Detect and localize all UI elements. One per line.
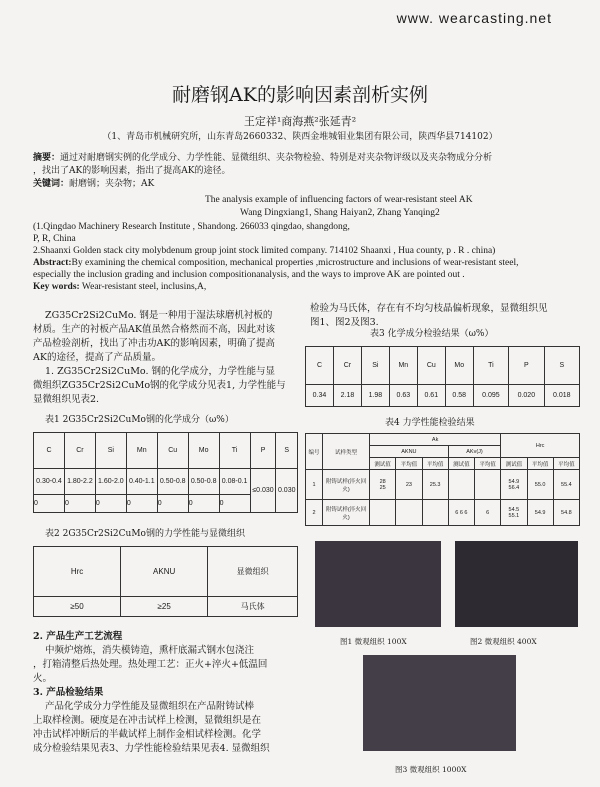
- table4-cell: [448, 470, 474, 500]
- fig3-caption: 图3 微观组织 1000X: [395, 765, 467, 774]
- paper-title: 耐磨钢AK的影响因素剖析实例: [172, 84, 428, 106]
- keywords-en-label: Key words:: [33, 282, 80, 292]
- table3-cell: 0.020: [509, 385, 544, 407]
- table4-cell: 54.8: [553, 500, 579, 526]
- table3-header: S: [544, 347, 579, 385]
- table1-cell: 0: [126, 495, 157, 513]
- table2-row: [34, 597, 298, 617]
- table1-header: Ti: [219, 433, 250, 469]
- table1-cell: 0.030: [276, 469, 298, 513]
- table2-header: AKNU: [121, 547, 208, 597]
- table3-cell: 0.095: [473, 385, 508, 407]
- table3-cell: 0.61: [417, 385, 445, 407]
- table1-cell: 0: [188, 495, 219, 513]
- table4-cell: 6: [475, 500, 501, 526]
- table4-cell: 23: [396, 470, 422, 500]
- affiliation-en-3: 2.Shaanxi Golden stack city molybdenum group joint stock limited company. 714102 Shaanxi , Hua county, p . R . china): [33, 246, 496, 256]
- table3-header: Si: [361, 347, 389, 385]
- table4-cell: 25.3: [422, 470, 448, 500]
- fig2-caption: 图2 微观组织 400X: [470, 637, 537, 646]
- table3-header: P: [509, 347, 544, 385]
- table2-header: 显微组织: [208, 547, 298, 597]
- table1-cell: 0: [34, 495, 65, 513]
- abstract-cn-text-2: ，找出了AK的影响因素，指出了提高AK的途径。: [33, 166, 231, 176]
- table2-cell: 马氏体: [208, 597, 298, 617]
- table2-caption: 表2 2G35Cr2Si2CuMo钢的力学性能与显微组织: [45, 529, 245, 539]
- table3-header: Mo: [445, 347, 473, 385]
- section3-line-4: 成分检验结果见表3、力学性能检验结果见表4. 显微组织: [33, 743, 270, 754]
- table4-subheader: 测试值: [448, 458, 474, 470]
- table3-cell: 0.018: [544, 385, 579, 407]
- table2-cell: ≥25: [121, 597, 208, 617]
- table4-subheader: 平均值: [553, 458, 579, 470]
- table4-subheader: 平均值: [527, 458, 553, 470]
- abstract-en-text-2: especially the inclusion grading and inclusion compositionanalysis, and the ways to improve AK are pointed out .: [33, 270, 465, 280]
- affiliation-en: [33, 221, 578, 293]
- section2-line-2: ，打箱清整后热处理。热处理工艺：正火+淬火+低温回: [33, 659, 268, 670]
- table4-cell: 55.0: [527, 470, 553, 500]
- micrograph-400x: [455, 541, 578, 627]
- table1-row: [34, 469, 298, 495]
- table3-cell: 0.58: [445, 385, 473, 407]
- table4-subheader: 平均值: [475, 458, 501, 470]
- table2-cell: ≥50: [34, 597, 121, 617]
- table1-cell: 0: [219, 495, 250, 513]
- affiliation-en-1: (1.Qingdao Machinery Research Institute , Shandong. 266033 qingdao, shangdong,: [33, 222, 350, 232]
- table3-cell: 1.98: [361, 385, 389, 407]
- intro-line-3: 产品检验剖析，找出了冲击功AK的影响因素，明确了提高: [33, 338, 275, 349]
- table4-subheader: 测试值: [370, 458, 396, 470]
- table4-cell: 28 25: [370, 470, 396, 500]
- table1-header: Si: [95, 433, 126, 469]
- table4-subheader: 平均值: [396, 458, 422, 470]
- table4-cell: 6 6 6: [448, 500, 474, 526]
- table4-cell: [370, 500, 396, 526]
- micrograph-1000x: [363, 655, 516, 751]
- section1-line-1: 1. ZG35Cr2Si2CuMo. 钢的化学成分，力学性能与显: [45, 366, 276, 377]
- table4-header: Hrc: [501, 434, 580, 458]
- table1-caption: 表1 2G35Cr2Si2CuMo钢的化学成分（ω%）: [45, 415, 234, 425]
- table1-cell: 0.30-0.4: [34, 469, 65, 495]
- section3-title: 3. 产品检验结果: [33, 687, 104, 698]
- table4-caption: 表4 力学性能检验结果: [385, 418, 475, 428]
- table4-header: Ak: [370, 434, 501, 446]
- table3-header-row: [306, 347, 580, 385]
- abstract-en-text-1: By examining the chemical composition, mechanical properties ,microstructure and inclusions of wear-resistant steel,: [71, 258, 519, 268]
- table3-header: Cu: [417, 347, 445, 385]
- keywords-cn-label: 关键词：: [33, 179, 70, 189]
- table1-cell: 1.80-2.2: [64, 469, 95, 495]
- authors-cn: 王定祥¹商海燕²张延青²: [243, 115, 357, 128]
- section3-line-2: 上取样检测。硬度是在冲击试样上检测，显微组织是在: [33, 715, 262, 726]
- table4-header: 编号: [306, 434, 323, 470]
- table1-header: P: [250, 433, 276, 469]
- table1: [33, 432, 298, 513]
- section1-line-2: 微组织ZG35Cr2Si2CuMo钢的化学成分见表1, 力学性能与: [33, 380, 286, 391]
- table3-row: [306, 385, 580, 407]
- table4-cell: 2: [306, 500, 323, 526]
- table4-row: [306, 470, 580, 500]
- table1-cell: 0.08-0.1: [219, 469, 250, 495]
- keywords-en-text: Wear-resistant steel, inclusins,A,: [79, 282, 207, 292]
- table1-cell: 0.40-1.1: [126, 469, 157, 495]
- intro-line-1: ZG35Cr2Si2CuMo. 钢是一种用于湿法球磨机衬板的: [45, 310, 273, 321]
- abstract-cn-text-1: 通过对耐磨钢实例的化学成分、力学性能、显微组织、夹杂物检验、特别是对夹杂物评级以及夹杂物成分分析: [60, 153, 493, 163]
- table1-cell: 0: [95, 495, 126, 513]
- table1-header: Mo: [188, 433, 219, 469]
- table4-cell: 1: [306, 470, 323, 500]
- table3-header: C: [306, 347, 334, 385]
- table1-cell: 1.60-2.0: [95, 469, 126, 495]
- table1-cell: 0.50-0.8: [188, 469, 219, 495]
- table1-header: Cr: [64, 433, 95, 469]
- table3-header: Cr: [333, 347, 361, 385]
- table4-header: 试样类型: [323, 434, 370, 470]
- table1-header: Cu: [157, 433, 188, 469]
- section2-line-3: 火。: [33, 673, 53, 684]
- table3-cell: 2.18: [333, 385, 361, 407]
- table1-cell: 0: [157, 495, 188, 513]
- table4-header: AKNU: [370, 446, 449, 458]
- table1-cell: ≤0.030: [250, 469, 276, 513]
- table4-subheader: 测试值: [501, 458, 527, 470]
- left-column-intro: [33, 309, 298, 407]
- table3-cell: 0.34: [306, 385, 334, 407]
- site-url[interactable]: www. wearcasting.net: [396, 10, 552, 26]
- section3-line-3: 冲击试样冲断后的半截试样上制作金相试样检测。化学: [33, 729, 262, 740]
- right-line-2: 图1、图2及图3.: [310, 317, 379, 328]
- table4-row: [306, 500, 580, 526]
- table1-header-row: [34, 433, 298, 469]
- table1-cell: 0.50-0.8: [157, 469, 188, 495]
- right-line-1: 检验为马氏体，存在有不均匀枝晶偏析现象，显微组织见: [310, 303, 548, 314]
- table3-caption: 表3 化学成分检验结果（ω%）: [370, 329, 494, 339]
- table4-cell: [475, 470, 501, 500]
- table4-subheader: 平均值: [422, 458, 448, 470]
- affiliation-en-2: P, R, China: [33, 234, 76, 244]
- abstract-cn: [33, 152, 573, 191]
- section2-line-1: 中频炉熔炼，消失模铸造，熏杆底漏式钢水包浇注: [45, 645, 255, 656]
- table1-header: C: [34, 433, 65, 469]
- table3-header: Mn: [389, 347, 417, 385]
- table4-cell: [422, 500, 448, 526]
- micrograph-100x: [315, 541, 441, 627]
- table3-header: Ti: [473, 347, 508, 385]
- abstract-cn-label: 摘要：: [33, 153, 61, 163]
- section3-line-1: 产品化学成分力学性能及显微组织在产品附铸试棒: [45, 701, 255, 712]
- table4-header: AKv(J): [448, 446, 501, 458]
- section1-line-3: 显微组织见表2.: [33, 394, 100, 405]
- intro-line-2: 材质。生产的衬板产品AK值虽然合格然而不高，因此对该: [33, 324, 275, 335]
- table2: [33, 546, 298, 617]
- section2-title: 2. 产品生产工艺流程: [33, 631, 123, 642]
- table1-header: S: [276, 433, 298, 469]
- keywords-cn-text: 耐磨钢；夹杂物；AK: [69, 179, 155, 189]
- table4-cell: [396, 500, 422, 526]
- table1-cell: 0: [64, 495, 95, 513]
- left-column-sections: [33, 630, 298, 756]
- affiliation-cn: （1、青岛市机械研究所，山东青岛2660332、陕西金堆城钼业集团有限公司，陕西华县714102）: [102, 132, 498, 142]
- fig1-caption: 图1 微观组织 100X: [340, 637, 407, 646]
- table4-header-row: [306, 434, 580, 446]
- intro-line-4: AK的途径，提高了产品质量。: [33, 352, 161, 363]
- abstract-en-label: Abstract:: [33, 258, 72, 268]
- table2-header-row: [34, 547, 298, 597]
- table1-header: Mn: [126, 433, 157, 469]
- authors-en: Wang Dingxiang1, Shang Haiyan2, Zhang Yanqing2: [240, 208, 440, 218]
- table2-header: Hrc: [34, 547, 121, 597]
- table4-cell: 54.9 56.4: [501, 470, 527, 500]
- table4-cell: 54.9: [527, 500, 553, 526]
- table4-cell: 54.5 55.1: [501, 500, 527, 526]
- table4-cell: 附铸试样(淬火回火): [323, 470, 370, 500]
- table4-cell: 附铸试样(淬火回火): [323, 500, 370, 526]
- table3-cell: 0.63: [389, 385, 417, 407]
- table3: [305, 346, 580, 407]
- title-en: The analysis example of influencing factors of wear-resistant steel AK: [205, 195, 473, 205]
- table4: [305, 433, 580, 526]
- table4-cell: 55.4: [553, 470, 579, 500]
